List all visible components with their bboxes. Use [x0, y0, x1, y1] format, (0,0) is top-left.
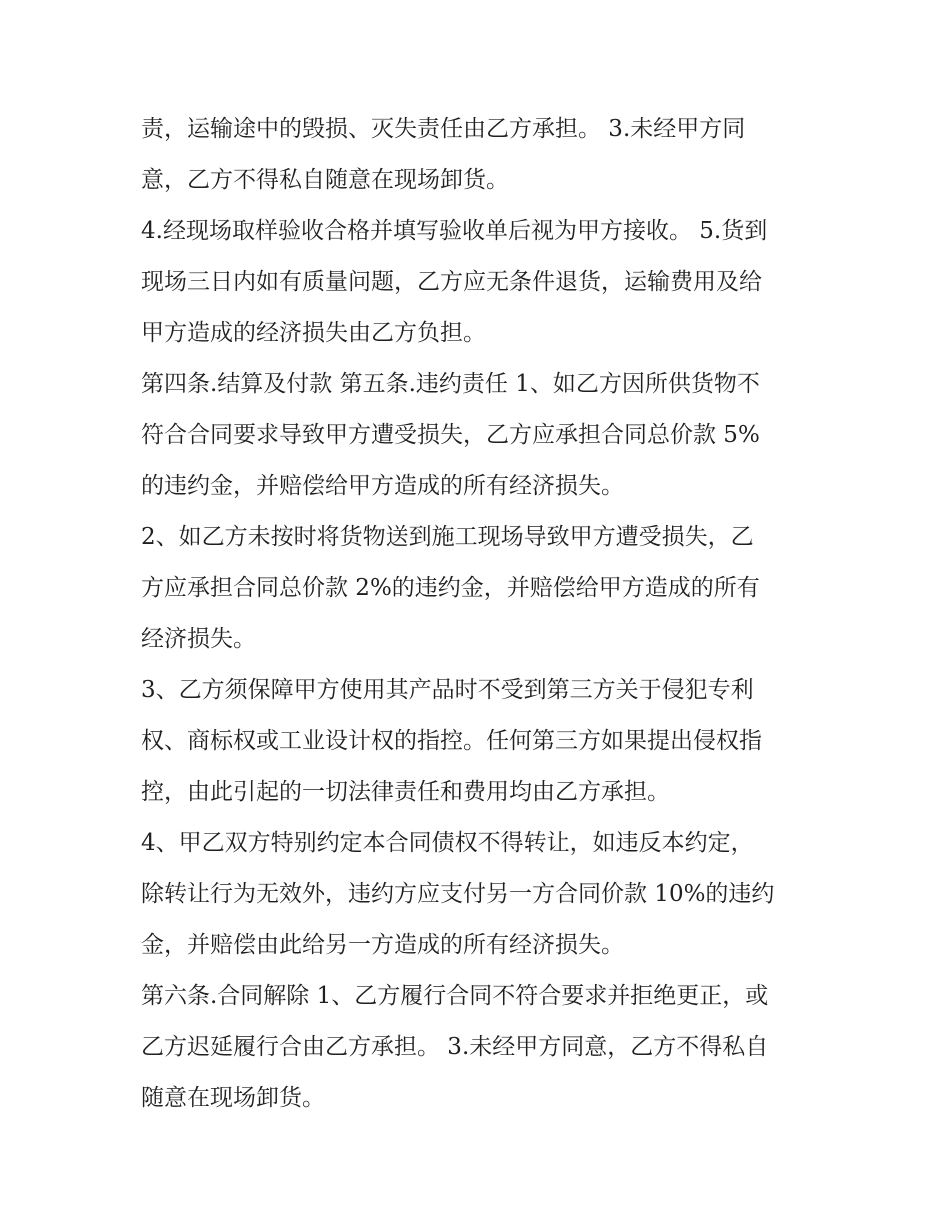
- text-line: 乙方迟延履行合由乙方承担。 3.未经甲方同意，乙方不得私自: [141, 1034, 769, 1060]
- paragraph-article-6: [141, 971, 816, 1124]
- text-line: 现场三日内如有质量问题，乙方应无条件退货，运输费用及给: [141, 269, 762, 295]
- text-line: 金，并赔偿由此给另一方造成的所有经济损失。: [141, 932, 624, 958]
- paragraph-transport-liability: [141, 104, 816, 206]
- paragraph-acceptance: [141, 206, 816, 359]
- text-line: 4、甲乙双方特别约定本合同债权不得转让，如违反本约定，: [141, 830, 754, 856]
- document-body: [141, 104, 816, 1124]
- paragraph-clause-2: [141, 512, 816, 665]
- text-line: 2、如乙方未按时将货物送到施工现场导致甲方遭受损失，乙: [141, 524, 754, 550]
- text-line: 意，乙方不得私自随意在现场卸货。: [141, 167, 509, 193]
- text-line: 随意在现场卸货。: [141, 1085, 325, 1111]
- text-line: 除转让行为无效外，违约方应支付另一方合同价款 10%的违约: [141, 881, 775, 907]
- paragraph-clause-3: [141, 665, 816, 818]
- text-line: 经济损失。: [141, 626, 256, 652]
- paragraph-clause-4: [141, 818, 816, 971]
- text-line: 控，由此引起的一切法律责任和费用均由乙方承担。: [141, 779, 670, 805]
- text-line: 4.经现场取样验收合格并填写验收单后视为甲方接收。 5.货到: [141, 218, 768, 244]
- text-line: 第四条.结算及付款 第五条.违约责任 1、如乙方因所供货物不: [141, 371, 760, 397]
- text-line: 第六条.合同解除 1、乙方履行合同不符合要求并拒绝更正，或: [141, 983, 769, 1009]
- text-line: 权、商标权或工业设计权的指控。任何第三方如果提出侵权指: [141, 728, 762, 754]
- text-line: 符合合同要求导致甲方遭受损失，乙方应承担合同总价款 5%: [141, 422, 760, 448]
- text-line: 甲方造成的经济损失由乙方负担。: [141, 320, 486, 346]
- paragraph-article-4-5: [141, 359, 816, 512]
- text-line: 责，运输途中的毁损、灭失责任由乙方承担。 3.未经甲方同: [141, 116, 746, 142]
- text-line: 的违约金，并赔偿给甲方造成的所有经济损失。: [141, 473, 624, 499]
- text-line: 3、乙方须保障甲方使用其产品时不受到第三方关于侵犯专利: [141, 677, 754, 703]
- text-line: 方应承担合同总价款 2%的违约金，并赔偿给甲方造成的所有: [141, 575, 760, 601]
